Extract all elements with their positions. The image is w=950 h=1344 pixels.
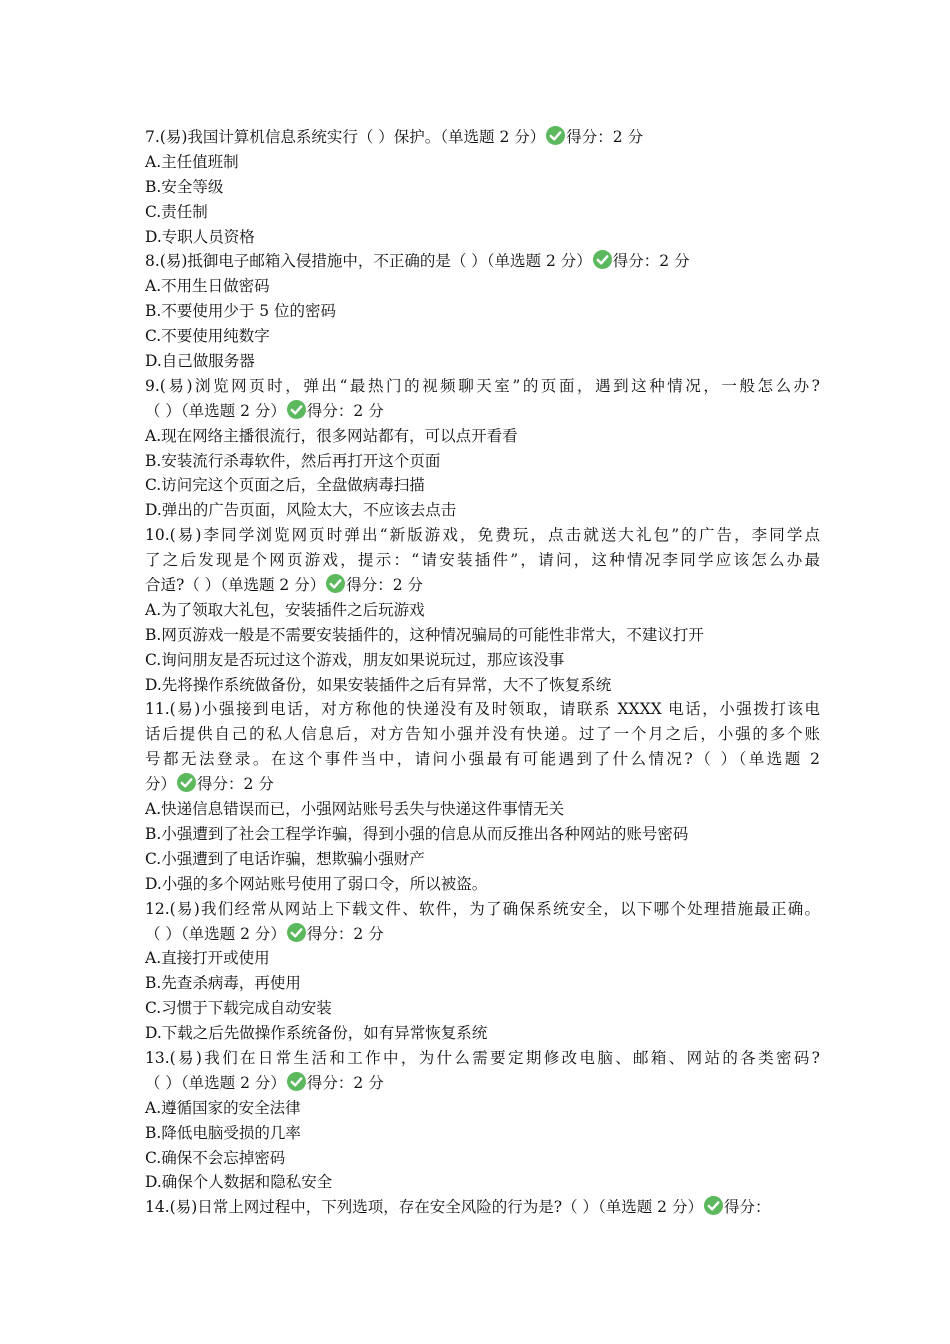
question-stem-text: 8.(易)抵御电子邮箱入侵措施中，不正确的是（ ）（单选题 2 分） [145,252,592,271]
question-stem-text: （ ）（单选题 2 分） [145,1073,286,1092]
question-stem-text: （ ）（单选题 2 分） [145,401,286,420]
question-stem-line [145,747,820,772]
answer-option: B.网页游戏一般是不需要安装插件的，这种情况骗局的可能性非常大，不建议打开 [145,625,704,644]
question-stem-line [145,548,820,573]
answer-option: D.自己做服务器 [145,352,255,371]
question-stem-text: 号都无法登录。在这个事件当中，请问小强最有可能遇到了什么情况?（ ）（单选题 2 [145,750,820,769]
check-circle-icon [287,400,306,419]
answer-option: B.不要使用少于 5 位的密码 [145,302,337,321]
score-value: 2 分 [659,252,690,271]
answer-option: D.先将操作系统做备份，如果安装插件之后有异常，大不了恢复系统 [145,675,612,694]
score-value: 2 分 [353,1073,384,1092]
question-stem-text: 9.(易)浏览网页时，弹出“最热门的视频聊天室”的页面，遇到这种情况，一般怎么办? [145,376,820,395]
question-stem-line [145,573,820,598]
question-stem-text: 话后提供自己的私人信息后，对方告知小强并没有快递。过了一个月之后，小强的多个账 [145,725,820,744]
answer-option: C.小强遭到了电话诈骗，想欺骗小强财产 [145,849,425,868]
question-stem-line [145,374,820,399]
answer-option: B.先查杀病毒，再使用 [145,974,301,993]
answer-option: A.现在网络主播很流行，很多网站都有，可以点开看看 [145,426,518,445]
question-stem-text: 了之后发现是个网页游戏，提示：“请安装插件”，请问，这种情况李同学应该怎么办最 [145,551,820,570]
score-label: 得分： [723,1198,771,1217]
answer-option: B.安装流行杀毒软件，然后再打开这个页面 [145,451,441,470]
question-block [145,1046,820,1195]
question-stem-line [145,399,820,424]
answer-option: C.确保不会忘掉密码 [145,1148,286,1167]
question-stem-text: 11.(易)小强接到电话，对方称他的快递没有及时领取，请联系 XXXX 电话，小强拨打该电 [145,700,820,719]
check-circle-icon [287,1072,306,1091]
answer-option: A.为了领取大礼包，安装插件之后玩游戏 [145,600,425,619]
question-stem-line [145,1071,820,1096]
score-label: 得分： [566,128,613,146]
score-value: 2 分 [353,401,384,420]
question-block [145,1195,820,1220]
question-block [145,125,820,249]
score-label: 得分： [306,924,354,943]
answer-option: A.主任值班制 [145,152,239,171]
quiz-document [145,125,820,1220]
answer-option: A.不用生日做密码 [145,277,270,296]
answer-option: C.习惯于下载完成自动安装 [145,999,332,1018]
question-stem-line [145,523,820,548]
score-value: 2 分 [392,576,424,595]
question-stem-text: 合适?（ ）（单选题 2 分） [145,576,326,595]
question-stem-text: 10.(易)李同学浏览网页时弹出“新版游戏，免费玩，点击就送大礼包”的广告，李同学点 [145,526,820,545]
question-stem-line [145,1195,820,1220]
answer-option: D.确保个人数据和隐私安全 [145,1173,333,1192]
answer-option: D.下载之后先做操作系统备份，如有异常恢复系统 [145,1024,488,1043]
answer-option: A.遵循国家的安全法律 [145,1098,301,1117]
score-label: 得分： [612,252,660,271]
question-stem-line [145,1046,820,1071]
score-label: 得分： [306,401,354,420]
answer-option: D.专职人员资格 [145,227,255,246]
question-block [145,374,820,523]
answer-option: D.小强的多个网站账号使用了弱口令，所以被盗。 [145,874,488,893]
question-block [145,249,820,373]
question-stem-line [145,922,820,947]
check-circle-icon [704,1196,723,1215]
answer-option: C.不要使用纯数字 [145,327,270,346]
question-stem-line [145,897,820,922]
check-circle-icon [546,126,565,145]
check-circle-icon [177,773,196,792]
answer-option: C.访问完这个页面之后，全盘做病毒扫描 [145,476,425,495]
score-label: 得分： [197,775,244,794]
check-circle-icon [326,574,345,593]
score-value: 2 分 [243,775,274,794]
question-stem-text: 14.(易)日常上网过程中，下列选项，存在安全风险的行为是?（ ）（单选题 2 分） [145,1198,703,1217]
question-stem-text: 7.(易)我国计算机信息系统实行（ ）保护。（单选题 2 分） [145,128,546,146]
answer-option: A.快递信息错误而已，小强网站账号丢失与快递这件事情无关 [145,800,565,819]
question-stem-line [145,125,820,150]
score-label: 得分： [306,1073,354,1092]
question-block [145,523,820,697]
answer-option: C.询问朋友是否玩过这个游戏，朋友如果说玩过，那应该没事 [145,650,565,669]
score-value: 2 分 [612,128,644,146]
question-stem-line [145,722,820,747]
question-stem-line [145,249,820,274]
question-block [145,897,820,1046]
answer-option: B.降低电脑受损的几率 [145,1123,301,1142]
question-stem-text: 分） [145,775,177,794]
question-stem-line [145,697,820,722]
question-block [145,697,820,896]
answer-option: A.直接打开或使用 [145,949,270,968]
answer-option: B.小强遭到了社会工程学诈骗，得到小强的信息从而反推出各种网站的账号密码 [145,824,689,843]
question-stem-text: （ ）（单选题 2 分） [145,924,286,943]
check-circle-icon [287,923,306,942]
question-stem-text: 12.(易)我们经常从网站上下载文件、软件，为了确保系统安全，以下哪个处理措施最正确。 [145,899,820,918]
answer-option: B.安全等级 [145,177,224,196]
question-stem-line [145,772,820,797]
answer-option: C.责任制 [145,202,208,221]
answer-option: D.弹出的广告页面，风险太大，不应该去点击 [145,501,457,520]
score-label: 得分： [346,576,393,595]
check-circle-icon [593,250,612,269]
score-value: 2 分 [353,924,384,943]
question-stem-text: 13.(易)我们在日常生活和工作中，为什么需要定期修改电脑、邮箱、网站的各类密码? [145,1048,820,1067]
